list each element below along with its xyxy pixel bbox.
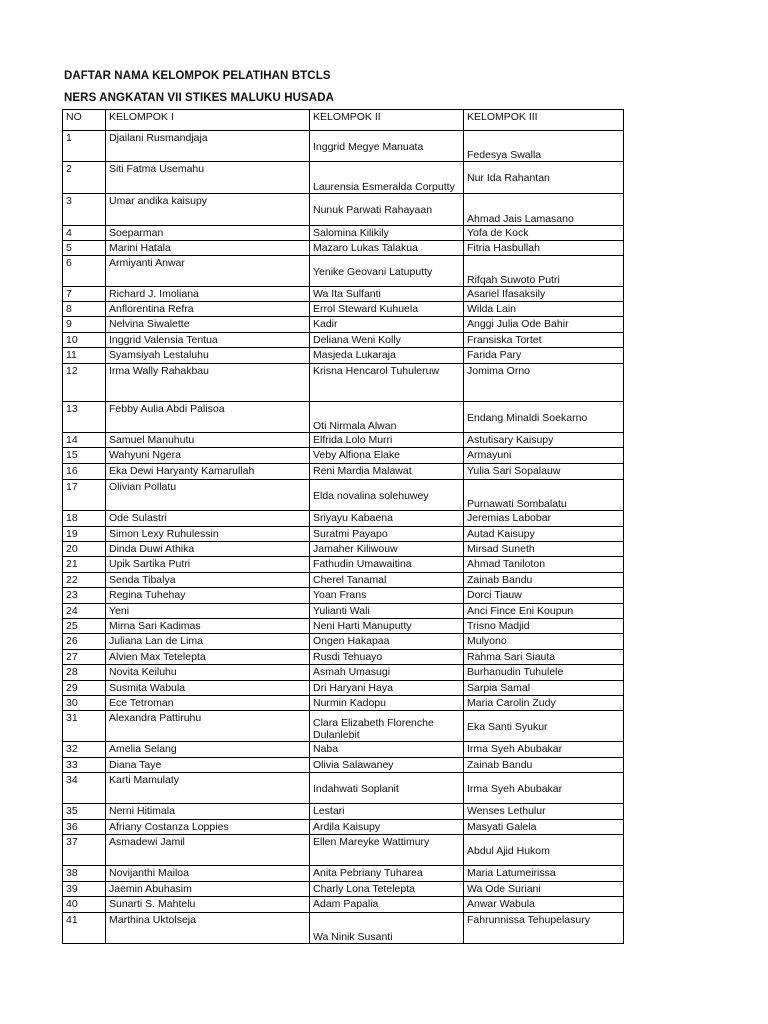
cell-kelompok-1: Karti Mamulaty xyxy=(106,773,310,804)
cell-kelompok-1: Ece Tetroman xyxy=(106,696,310,711)
cell-kelompok-2: Jamaher Kiliwouw xyxy=(310,542,464,557)
cell-kelompok-2: Lestari xyxy=(310,804,464,820)
cell-kelompok-2: Suratmi Payapo xyxy=(310,527,464,542)
cell-kelompok-2: Sriyayu Kabaena xyxy=(310,511,464,527)
cell-kelompok-3: Eka Santi Syukur xyxy=(464,711,624,742)
cell-kelompok-2: Ellen Mareyke Wattimury xyxy=(310,835,464,866)
cell-kelompok-3: Astutisary Kaisupy xyxy=(464,433,624,448)
cell-kelompok-1: Diana Taye xyxy=(106,758,310,773)
cell-no: 3 xyxy=(63,194,106,226)
cell-no: 12 xyxy=(63,364,106,402)
cell-kelompok-2: Charly Lona Tetelepta xyxy=(310,882,464,897)
cell-kelompok-2: Indahwati Soplanit xyxy=(310,773,464,804)
cell-kelompok-3: Asariel Ifasaksily xyxy=(464,287,624,302)
cell-kelompok-2: Laurensia Esmeralda Corputty xyxy=(310,162,464,194)
cell-kelompok-3: Fransiska Tortet xyxy=(464,333,624,348)
cell-no: 38 xyxy=(63,866,106,882)
table-row xyxy=(63,913,624,944)
cell-no: 31 xyxy=(63,711,106,742)
cell-no: 37 xyxy=(63,835,106,866)
cell-kelompok-1: Alvien Max Tetelepta xyxy=(106,650,310,665)
document-title-line-1: DAFTAR NAMA KELOMPOK PELATIHAN BTCLS xyxy=(64,70,331,82)
cell-no: 19 xyxy=(63,527,106,542)
cell-no: 32 xyxy=(63,742,106,758)
cell-no: 26 xyxy=(63,634,106,650)
cell-kelompok-1: Susmita Wabula xyxy=(106,681,310,696)
table-row xyxy=(63,464,624,480)
group-table xyxy=(62,109,624,944)
cell-kelompok-2: Elfrida Lolo Murri xyxy=(310,433,464,448)
cell-no: 8 xyxy=(63,302,106,317)
cell-kelompok-1: Wahyuni Ngera xyxy=(106,448,310,464)
cell-kelompok-1: Irma Wally Rahakbau xyxy=(106,364,310,402)
table-row xyxy=(63,542,624,557)
cell-kelompok-2: Yoan Frans xyxy=(310,588,464,604)
cell-no: 18 xyxy=(63,511,106,527)
cell-kelompok-2: Inggrid Megye Manuata xyxy=(310,131,464,162)
cell-kelompok-2: Ongen Hakapaa xyxy=(310,634,464,650)
cell-kelompok-3: Abdul Ajid Hukom xyxy=(464,835,624,866)
cell-kelompok-3: Autad Kaisupy xyxy=(464,527,624,542)
cell-kelompok-2: Rusdi Tehuayo xyxy=(310,650,464,665)
table-row xyxy=(63,804,624,820)
table-row xyxy=(63,302,624,317)
cell-kelompok-1: Marini Hatala xyxy=(106,241,310,256)
cell-kelompok-2: Yenike Geovani Latuputty xyxy=(310,256,464,287)
cell-kelompok-1: Nelvina Siwalette xyxy=(106,317,310,333)
cell-kelompok-2: Yulianti Wali xyxy=(310,604,464,619)
cell-kelompok-3: Ahmad Taniloton xyxy=(464,557,624,573)
table-row xyxy=(63,131,624,162)
cell-no: 28 xyxy=(63,665,106,681)
table-row xyxy=(63,448,624,464)
cell-kelompok-1: Ode Sulastri xyxy=(106,511,310,527)
cell-kelompok-3: Fitria Hasbullah xyxy=(464,241,624,256)
cell-kelompok-2: Elda novalina solehuwey xyxy=(310,480,464,511)
cell-no: 34 xyxy=(63,773,106,804)
cell-kelompok-1: Afriany Costanza Loppies xyxy=(106,820,310,835)
cell-no: 5 xyxy=(63,241,106,256)
cell-kelompok-3: Rahma Sari Siauta xyxy=(464,650,624,665)
cell-kelompok-3: Zainab Bandu xyxy=(464,573,624,588)
cell-kelompok-3: Maria Carolin Zudy xyxy=(464,696,624,711)
cell-kelompok-1: Soeparman xyxy=(106,226,310,241)
cell-no: 23 xyxy=(63,588,106,604)
cell-kelompok-3: Trisno Madjid xyxy=(464,619,624,634)
table-row xyxy=(63,681,624,696)
cell-no: 22 xyxy=(63,573,106,588)
cell-kelompok-1: Alexandra Pattiruhu xyxy=(106,711,310,742)
cell-kelompok-2: Reni Mardia Malawat xyxy=(310,464,464,480)
cell-kelompok-2: Clara Elizabeth Florenche Dulanlebit xyxy=(310,711,464,742)
table-row xyxy=(63,696,624,711)
cell-no: 17 xyxy=(63,480,106,511)
cell-kelompok-3: Anci Fince Eni Koupun xyxy=(464,604,624,619)
cell-kelompok-2: Cherel Tanamal xyxy=(310,573,464,588)
cell-no: 20 xyxy=(63,542,106,557)
table-row xyxy=(63,820,624,835)
cell-kelompok-1: Siti Fatma Usemahu xyxy=(106,162,310,194)
document-title-line-2: NERS ANGKATAN VII STIKES MALUKU HUSADA xyxy=(64,92,335,104)
cell-no: 35 xyxy=(63,804,106,820)
header-kelompok-2: KELOMPOK II xyxy=(310,110,464,131)
header-kelompok-1: KELOMPOK I xyxy=(106,110,310,131)
table-row xyxy=(63,882,624,897)
table-row xyxy=(63,557,624,573)
table-row xyxy=(63,866,624,882)
table-row xyxy=(63,402,624,433)
table-row xyxy=(63,835,624,866)
cell-kelompok-2: Errol Steward Kuhuela xyxy=(310,302,464,317)
cell-no: 40 xyxy=(63,897,106,913)
cell-kelompok-2: Deliana Weni Kolly xyxy=(310,333,464,348)
cell-kelompok-3: Sarpia Samal xyxy=(464,681,624,696)
table-row xyxy=(63,588,624,604)
table-row xyxy=(63,511,624,527)
cell-kelompok-3: Farida Pary xyxy=(464,348,624,364)
cell-no: 7 xyxy=(63,287,106,302)
table-row xyxy=(63,897,624,913)
cell-kelompok-2: Adam Papalia xyxy=(310,897,464,913)
table-row xyxy=(63,256,624,287)
cell-kelompok-3: Purnawati Sombalatu xyxy=(464,480,624,511)
table-row xyxy=(63,162,624,194)
cell-kelompok-3: Irma Syeh Abubakar xyxy=(464,742,624,758)
cell-no: 16 xyxy=(63,464,106,480)
table-row xyxy=(63,665,624,681)
cell-kelompok-1: Djailani Rusmandjaja xyxy=(106,131,310,162)
cell-kelompok-2: Anita Pebriany Tuharea xyxy=(310,866,464,882)
cell-kelompok-2: Salomina Kilikily xyxy=(310,226,464,241)
cell-no: 24 xyxy=(63,604,106,619)
cell-kelompok-1: Simon Lexy Ruhulessin xyxy=(106,527,310,542)
cell-no: 15 xyxy=(63,448,106,464)
table-row xyxy=(63,742,624,758)
cell-kelompok-3: Mirsad Suneth xyxy=(464,542,624,557)
cell-kelompok-1: Yeni xyxy=(106,604,310,619)
cell-kelompok-3: Irma Syeh Abubakar xyxy=(464,773,624,804)
table-row xyxy=(63,711,624,742)
cell-kelompok-3: Wenses Lethulur xyxy=(464,804,624,820)
cell-no: 13 xyxy=(63,402,106,433)
cell-no: 1 xyxy=(63,131,106,162)
cell-kelompok-3: Burhanudin Tuhulele xyxy=(464,665,624,681)
cell-kelompok-2: Nunuk Parwati Rahayaan xyxy=(310,194,464,226)
table-row xyxy=(63,333,624,348)
cell-kelompok-2: Asmah Umasugi xyxy=(310,665,464,681)
cell-kelompok-3: Zainab Bandu xyxy=(464,758,624,773)
cell-kelompok-3: Maria Latumeirissa xyxy=(464,866,624,882)
cell-no: 39 xyxy=(63,882,106,897)
cell-kelompok-3: Endang Minaldi Soekarno xyxy=(464,402,624,433)
table-row xyxy=(63,433,624,448)
cell-kelompok-2: Mazaro Lukas Talakua xyxy=(310,241,464,256)
cell-kelompok-2: Krisna Hencarol Tuhuleruw xyxy=(310,364,464,402)
cell-kelompok-3: Wilda Lain xyxy=(464,302,624,317)
cell-kelompok-1: Armiyanti Anwar xyxy=(106,256,310,287)
cell-kelompok-2: Nurmin Kadopu xyxy=(310,696,464,711)
cell-kelompok-1: Nerni Hitimala xyxy=(106,804,310,820)
cell-kelompok-1: Febby Aulia Abdi Palisoa xyxy=(106,402,310,433)
table-row xyxy=(63,527,624,542)
table-row xyxy=(63,634,624,650)
cell-kelompok-1: Samuel Manuhutu xyxy=(106,433,310,448)
cell-no: 25 xyxy=(63,619,106,634)
cell-no: 2 xyxy=(63,162,106,194)
cell-no: 21 xyxy=(63,557,106,573)
table-row xyxy=(63,241,624,256)
table-row xyxy=(63,573,624,588)
header-kelompok-3: KELOMPOK III xyxy=(464,110,624,131)
cell-kelompok-2: Neni Harti Manuputty xyxy=(310,619,464,634)
cell-kelompok-3: Dorci Tiauw xyxy=(464,588,624,604)
cell-kelompok-1: Richard J. Imoliana xyxy=(106,287,310,302)
cell-kelompok-1: Eka Dewi Haryanty Kamarullah xyxy=(106,464,310,480)
table-row xyxy=(63,480,624,511)
cell-no: 29 xyxy=(63,681,106,696)
cell-kelompok-1: Umar andika kaisupy xyxy=(106,194,310,226)
cell-kelompok-2: Oti Nirmala Alwan xyxy=(310,402,464,433)
cell-kelompok-1: Sunarti S. Mahtelu xyxy=(106,897,310,913)
table-row xyxy=(63,650,624,665)
cell-no: 41 xyxy=(63,913,106,944)
cell-kelompok-1: Olivian Pollatu xyxy=(106,480,310,511)
cell-kelompok-2: Wa Ita Sulfanti xyxy=(310,287,464,302)
cell-no: 9 xyxy=(63,317,106,333)
cell-kelompok-1: Syamsiyah Lestaluhu xyxy=(106,348,310,364)
cell-no: 11 xyxy=(63,348,106,364)
cell-kelompok-3: Yulia Sari Sopalauw xyxy=(464,464,624,480)
cell-kelompok-3: Mulyono xyxy=(464,634,624,650)
cell-kelompok-3: Anwar Wabula xyxy=(464,897,624,913)
cell-kelompok-1: Novita Keiluhu xyxy=(106,665,310,681)
cell-kelompok-3: Jomima Orno xyxy=(464,364,624,402)
cell-kelompok-1: Dinda Duwi Athika xyxy=(106,542,310,557)
cell-kelompok-2: Masjeda Lukaraja xyxy=(310,348,464,364)
cell-kelompok-2: Olivia Salawaney xyxy=(310,758,464,773)
cell-kelompok-2: Ardila Kaisupy xyxy=(310,820,464,835)
table-row xyxy=(63,287,624,302)
cell-kelompok-3: Jeremias Labobar xyxy=(464,511,624,527)
cell-kelompok-2: Veby Alfiona Elake xyxy=(310,448,464,464)
cell-kelompok-1: Jaemin Abuhasim xyxy=(106,882,310,897)
cell-kelompok-1: Amelia Selang xyxy=(106,742,310,758)
cell-no: 6 xyxy=(63,256,106,287)
header-no: NO xyxy=(63,110,106,131)
cell-kelompok-3: Armayuni xyxy=(464,448,624,464)
table-row xyxy=(63,619,624,634)
cell-kelompok-1: Juliana Lan de Lima xyxy=(106,634,310,650)
cell-kelompok-2: Kadir xyxy=(310,317,464,333)
cell-no: 10 xyxy=(63,333,106,348)
table-row xyxy=(63,758,624,773)
table-row xyxy=(63,317,624,333)
cell-kelompok-3: Fahrunnissa Tehupelasury xyxy=(464,913,624,944)
cell-kelompok-1: Novijanthi Mailoa xyxy=(106,866,310,882)
cell-no: 30 xyxy=(63,696,106,711)
cell-kelompok-2: Dri Haryani Haya xyxy=(310,681,464,696)
cell-kelompok-3: Masyati Galela xyxy=(464,820,624,835)
cell-kelompok-1: Anflorentina Refra xyxy=(106,302,310,317)
cell-kelompok-1: Upik Sartika Putri xyxy=(106,557,310,573)
cell-kelompok-1: Senda Tibalya xyxy=(106,573,310,588)
cell-kelompok-1: Asmadewi Jamil xyxy=(106,835,310,866)
table-row xyxy=(63,773,624,804)
cell-kelompok-3: Fedesya Swalla xyxy=(464,131,624,162)
cell-no: 14 xyxy=(63,433,106,448)
cell-no: 4 xyxy=(63,226,106,241)
table-row xyxy=(63,364,624,402)
cell-kelompok-3: Rifqah Suwoto Putri xyxy=(464,256,624,287)
cell-kelompok-3: Nur Ida Rahantan xyxy=(464,162,624,194)
table-header-row xyxy=(63,110,624,131)
cell-no: 27 xyxy=(63,650,106,665)
cell-kelompok-1: Mirna Sari Kadimas xyxy=(106,619,310,634)
cell-no: 33 xyxy=(63,758,106,773)
table-row xyxy=(63,604,624,619)
cell-kelompok-3: Yofa de Kock xyxy=(464,226,624,241)
cell-kelompok-2: Naba xyxy=(310,742,464,758)
cell-kelompok-3: Ahmad Jais Lamasano xyxy=(464,194,624,226)
cell-kelompok-3: Anggi Julia Ode Bahir xyxy=(464,317,624,333)
cell-kelompok-2: Fathudin Umawaitina xyxy=(310,557,464,573)
cell-kelompok-1: Marthina Uktolseja xyxy=(106,913,310,944)
cell-kelompok-1: Inggrid Valensia Tentua xyxy=(106,333,310,348)
cell-kelompok-2: Wa Ninik Susanti xyxy=(310,913,464,944)
table-row xyxy=(63,194,624,226)
cell-kelompok-1: Regina Tuhehay xyxy=(106,588,310,604)
table-row xyxy=(63,348,624,364)
table-row xyxy=(63,226,624,241)
cell-kelompok-3: Wa Ode Suriani xyxy=(464,882,624,897)
cell-no: 36 xyxy=(63,820,106,835)
